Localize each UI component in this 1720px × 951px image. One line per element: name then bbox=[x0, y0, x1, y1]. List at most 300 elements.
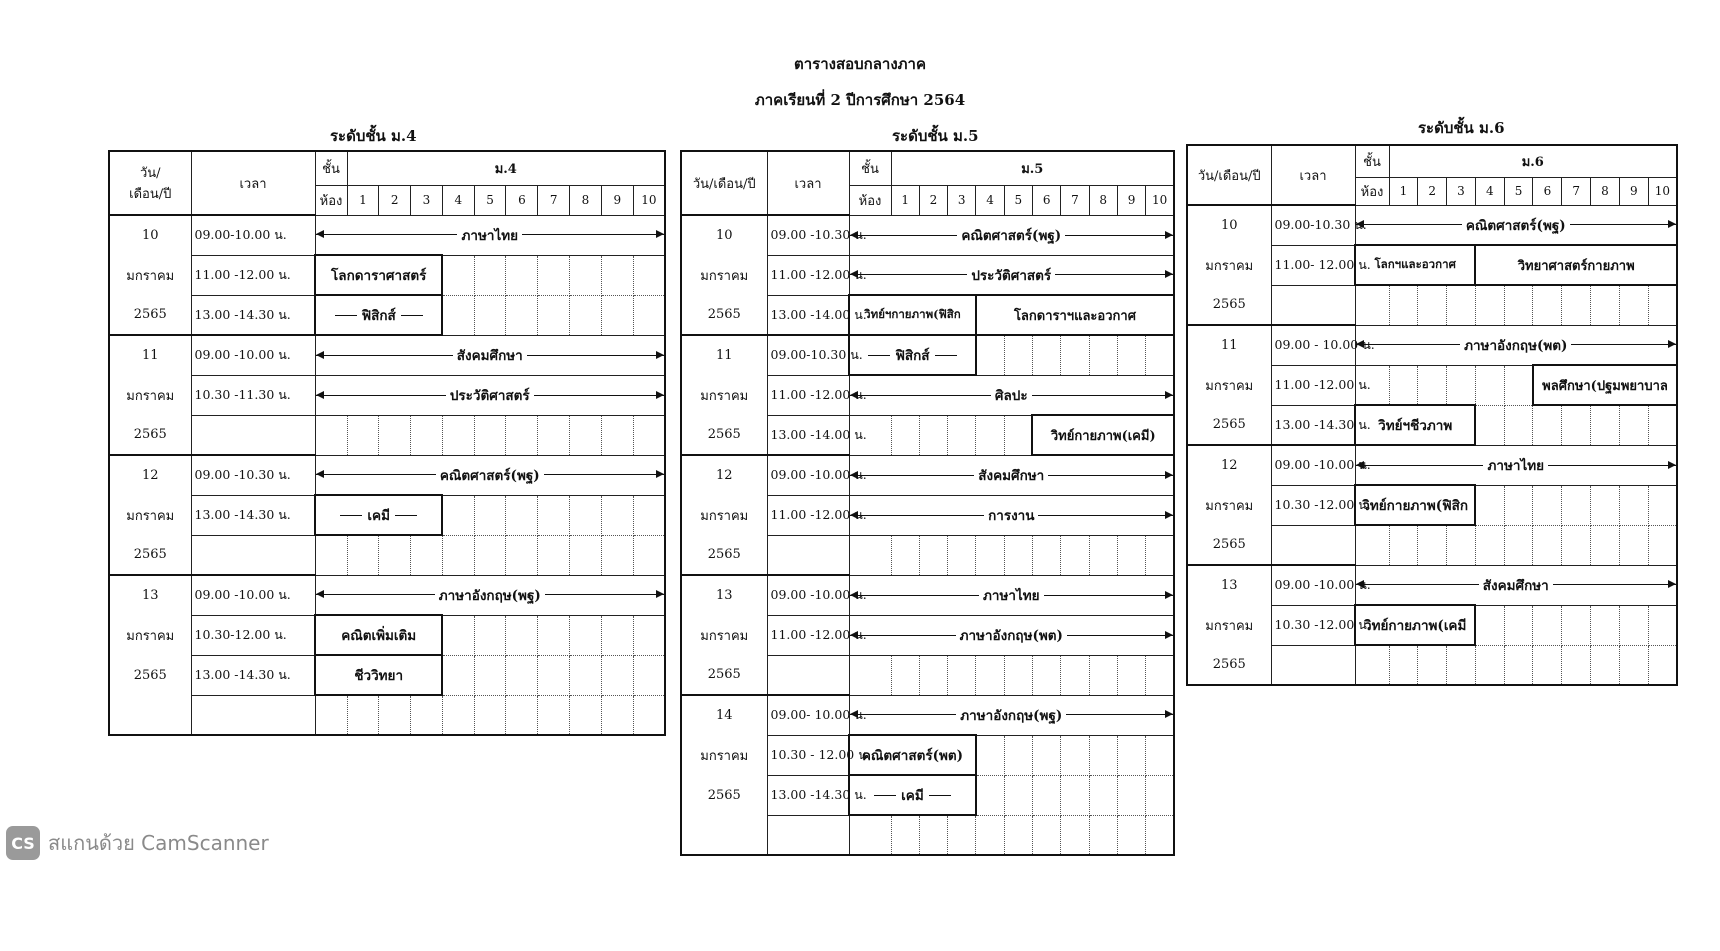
date-year: 2565 bbox=[133, 547, 167, 562]
date-cell bbox=[1187, 485, 1271, 525]
room-cell bbox=[538, 295, 570, 335]
exam-time: 09.00-10.30 น. bbox=[1271, 205, 1355, 245]
exam-time bbox=[191, 695, 315, 735]
date-cell bbox=[1187, 645, 1271, 685]
date-cell bbox=[1187, 285, 1271, 325]
time-header: เวลา bbox=[191, 151, 315, 215]
arrow-right-icon bbox=[1570, 224, 1676, 225]
subject-label: เคมี bbox=[901, 788, 924, 804]
exam-row bbox=[109, 575, 665, 615]
date-cell bbox=[681, 695, 767, 735]
exam-row bbox=[681, 815, 1174, 855]
exam-time: 09.00 -10.00 น. bbox=[767, 455, 849, 495]
room-number: 1 bbox=[347, 185, 379, 215]
room-cell bbox=[570, 415, 602, 455]
room-cell bbox=[1117, 735, 1145, 775]
exam-time: 13.00 -14.30 น. bbox=[191, 295, 315, 335]
camscanner-watermark bbox=[6, 826, 269, 860]
room-cell bbox=[1533, 485, 1562, 525]
room-cell bbox=[411, 695, 443, 735]
room-cell bbox=[1475, 365, 1504, 405]
room-cell bbox=[633, 655, 665, 695]
subject-cell bbox=[315, 215, 665, 255]
subject-cell bbox=[315, 375, 665, 415]
exam-row bbox=[681, 495, 1174, 535]
room-cell bbox=[601, 495, 633, 535]
subject-label: คณิตศาสตร์(พฐ) bbox=[1465, 217, 1566, 234]
date-day: 12 bbox=[715, 468, 733, 483]
date-cell bbox=[109, 615, 191, 655]
subject-cell bbox=[849, 455, 1174, 495]
date-month: มกราคม bbox=[700, 628, 749, 644]
exam-time: 13.00 -14.00 น. bbox=[767, 295, 849, 335]
subject-label: ภาษาไทย bbox=[1487, 458, 1545, 474]
date-cell bbox=[681, 375, 767, 415]
exam-time: 11.00 -12.00 น. bbox=[767, 255, 849, 295]
subject-arrow bbox=[850, 704, 1174, 726]
arrow-right-icon bbox=[1067, 635, 1173, 636]
arrow-left-icon bbox=[850, 274, 968, 275]
room-cell bbox=[976, 735, 1004, 775]
room-cell bbox=[1591, 605, 1620, 645]
date-cell bbox=[109, 655, 191, 695]
room-number: 5 bbox=[474, 185, 506, 215]
subject-label: สังคมศึกษา bbox=[978, 468, 1045, 485]
room-number: 8 bbox=[1591, 177, 1620, 205]
arrow-left-icon bbox=[316, 234, 458, 235]
date-day: 13 bbox=[141, 588, 159, 603]
room-cell bbox=[976, 815, 1004, 855]
room-cell bbox=[570, 655, 602, 695]
room-cell bbox=[1562, 485, 1591, 525]
room-cell bbox=[1089, 655, 1117, 695]
subject-cell bbox=[849, 495, 1174, 535]
subject-label: คณิตศาสตร์(พต) bbox=[861, 748, 964, 764]
date-cell bbox=[109, 495, 191, 535]
room-cell bbox=[1089, 735, 1117, 775]
room-cell bbox=[1619, 605, 1648, 645]
exam-row bbox=[681, 295, 1174, 335]
subject-arrow bbox=[316, 224, 665, 246]
exam-time: 11.00 -12.00 น. bbox=[1271, 365, 1355, 405]
date-cell bbox=[1187, 445, 1271, 485]
date-month: มกราคม bbox=[1205, 618, 1254, 634]
room-cell bbox=[1619, 485, 1648, 525]
room-cell bbox=[1032, 335, 1060, 375]
room-cell bbox=[570, 695, 602, 735]
exam-row bbox=[1187, 445, 1677, 485]
room-cell bbox=[411, 415, 443, 455]
room-cell bbox=[1146, 735, 1174, 775]
subject-label: สังคมศึกษา bbox=[456, 348, 523, 365]
subject-arrow bbox=[316, 584, 665, 606]
subject-cell bbox=[849, 215, 1174, 255]
date-header-line2: เดือน/ปี bbox=[129, 187, 172, 202]
room-cell bbox=[891, 815, 919, 855]
subject-arrow bbox=[850, 464, 1174, 486]
arrow-left-icon bbox=[850, 235, 958, 236]
room-cell bbox=[891, 655, 919, 695]
level-m4-label: ระดับชั้น ม.4 bbox=[330, 127, 417, 145]
room-cell bbox=[633, 615, 665, 655]
room-cell bbox=[474, 295, 506, 335]
room-cell bbox=[506, 255, 538, 295]
level-m6-label: ระดับชั้น ม.6 bbox=[1418, 119, 1505, 137]
date-day: 13 bbox=[1220, 578, 1238, 593]
subject-label: ภาษาอังกฤษ(พฐ) bbox=[960, 707, 1063, 724]
room-cell bbox=[1117, 655, 1145, 695]
date-cell bbox=[681, 655, 767, 695]
subject-cell bbox=[849, 575, 1174, 615]
date-day: 12 bbox=[1220, 458, 1238, 473]
room-cell bbox=[1355, 645, 1389, 685]
exam-time: 10.30 -11.30 น. bbox=[191, 375, 315, 415]
date-cell bbox=[681, 735, 767, 775]
date-cell bbox=[109, 215, 191, 255]
subject-label: ชีววิทยา bbox=[354, 668, 404, 684]
room-cell bbox=[1619, 645, 1648, 685]
room-cell bbox=[442, 615, 474, 655]
room-cell bbox=[1475, 525, 1504, 565]
grade-level-header: ม.6 bbox=[1389, 145, 1677, 177]
arrow-left-icon bbox=[850, 515, 985, 516]
exam-time: 09.00 -10.00 น. bbox=[191, 575, 315, 615]
subject-cell bbox=[849, 375, 1174, 415]
arrow-right-icon bbox=[1571, 344, 1676, 345]
room-cell bbox=[976, 775, 1004, 815]
room-number: 1 bbox=[891, 185, 919, 215]
subject-cell bbox=[315, 455, 665, 495]
room-cell bbox=[1004, 335, 1032, 375]
arrow-right-icon bbox=[527, 355, 664, 356]
dash-line bbox=[874, 795, 896, 796]
room-header: ห้อง bbox=[315, 185, 347, 215]
room-number: 2 bbox=[379, 185, 411, 215]
arrow-right-icon bbox=[1066, 714, 1173, 715]
room-cell bbox=[1562, 645, 1591, 685]
grade-header: ชั้น bbox=[849, 151, 891, 185]
room-number: 9 bbox=[1117, 185, 1145, 215]
room-number: 9 bbox=[1619, 177, 1648, 205]
room-cell bbox=[474, 655, 506, 695]
room-cell bbox=[1355, 285, 1389, 325]
dash-line bbox=[340, 515, 362, 516]
room-cell bbox=[1089, 775, 1117, 815]
time-header: เวลา bbox=[1271, 145, 1355, 205]
subject-cell bbox=[1355, 605, 1475, 645]
room-cell bbox=[1504, 285, 1533, 325]
subject-label: การงาน bbox=[988, 508, 1035, 524]
exam-time: 09.00 -10.00 น. bbox=[767, 575, 849, 615]
room-cell bbox=[1504, 485, 1533, 525]
room-cell bbox=[633, 495, 665, 535]
dash-line bbox=[395, 515, 417, 516]
room-cell bbox=[1504, 525, 1533, 565]
room-cell bbox=[1117, 535, 1145, 575]
room-cell bbox=[1591, 485, 1620, 525]
room-cell bbox=[1032, 775, 1060, 815]
date-cell bbox=[1187, 245, 1271, 285]
room-cell bbox=[633, 695, 665, 735]
date-month: มกราคม bbox=[700, 388, 749, 404]
subject-arrow bbox=[1356, 574, 1677, 596]
subject-arrow bbox=[1356, 334, 1677, 356]
exam-time: 13.00 -14.30 น. bbox=[1271, 405, 1355, 445]
date-cell bbox=[1187, 205, 1271, 245]
exam-time bbox=[191, 535, 315, 575]
room-cell bbox=[1648, 525, 1677, 565]
room-cell bbox=[347, 695, 379, 735]
room-number: 3 bbox=[948, 185, 976, 215]
date-year: 2565 bbox=[1212, 537, 1246, 552]
room-cell bbox=[442, 255, 474, 295]
room-cell bbox=[379, 695, 411, 735]
room-cell bbox=[849, 815, 891, 855]
exam-row bbox=[681, 335, 1174, 375]
subject-label: วิทย์กายภาพ(เคมี bbox=[1364, 618, 1467, 634]
room-number: 7 bbox=[1061, 185, 1089, 215]
arrow-right-icon bbox=[544, 474, 664, 475]
room-number: 2 bbox=[919, 185, 947, 215]
subject-cell bbox=[849, 335, 976, 375]
room-cell bbox=[1591, 645, 1620, 685]
room-cell bbox=[506, 655, 538, 695]
exam-time: 13.00 -14.30 น. bbox=[191, 655, 315, 695]
room-cell bbox=[570, 495, 602, 535]
subject-cell bbox=[1355, 445, 1677, 485]
exam-time: 09.00 -10.00 น. bbox=[191, 335, 315, 375]
subject-label: ภาษาอังกฤษ(พต) bbox=[959, 628, 1063, 644]
subject-cell bbox=[849, 295, 976, 335]
date-day: 11 bbox=[141, 348, 159, 363]
room-cell bbox=[1562, 405, 1591, 445]
room-cell bbox=[1089, 335, 1117, 375]
room-cell bbox=[570, 615, 602, 655]
subject-arrow bbox=[850, 584, 1174, 606]
arrow-left-icon bbox=[850, 595, 979, 596]
exam-row bbox=[109, 695, 665, 735]
exam-time bbox=[191, 415, 315, 455]
arrow-left-icon bbox=[1356, 224, 1462, 225]
subject-cell bbox=[315, 495, 442, 535]
room-cell bbox=[1418, 285, 1447, 325]
arrow-left-icon bbox=[316, 355, 453, 356]
subject-cell bbox=[1032, 415, 1174, 455]
arrow-left-icon bbox=[316, 594, 435, 595]
room-cell bbox=[1504, 365, 1533, 405]
date-day: 11 bbox=[1220, 338, 1238, 353]
date-cell bbox=[681, 535, 767, 575]
room-cell bbox=[474, 255, 506, 295]
room-cell bbox=[1146, 815, 1174, 855]
exam-time: 10.30 -12.00 น. bbox=[1271, 485, 1355, 525]
room-cell bbox=[538, 255, 570, 295]
room-cell bbox=[976, 535, 1004, 575]
room-cell bbox=[538, 415, 570, 455]
date-cell bbox=[681, 575, 767, 615]
room-cell bbox=[506, 535, 538, 575]
date-month: มกราคม bbox=[1205, 498, 1254, 514]
room-cell bbox=[1591, 405, 1620, 445]
date-month: มกราคม bbox=[126, 628, 175, 644]
subject-cell bbox=[1355, 405, 1475, 445]
exam-row bbox=[1187, 485, 1677, 525]
schedule-table-m5 bbox=[680, 150, 1175, 856]
room-cell bbox=[1004, 415, 1032, 455]
exam-time: 09.00-10.00 น. bbox=[191, 215, 315, 255]
room-cell bbox=[442, 655, 474, 695]
room-cell bbox=[315, 535, 347, 575]
date-cell bbox=[681, 455, 767, 495]
exam-row bbox=[681, 695, 1174, 735]
room-header: ห้อง bbox=[849, 185, 891, 215]
dash-line bbox=[929, 795, 951, 796]
room-cell bbox=[1447, 525, 1476, 565]
exam-row bbox=[681, 215, 1174, 255]
date-year: 2565 bbox=[707, 547, 741, 562]
room-cell bbox=[1389, 365, 1418, 405]
room-cell bbox=[1418, 525, 1447, 565]
subject-label: ภาษาอังกฤษ(พต) bbox=[1464, 337, 1568, 354]
room-cell bbox=[1619, 285, 1648, 325]
date-month: มกราคม bbox=[126, 388, 175, 404]
room-cell bbox=[1648, 405, 1677, 445]
subject-cell bbox=[849, 775, 976, 815]
room-cell bbox=[1619, 405, 1648, 445]
room-cell bbox=[1475, 405, 1504, 445]
room-cell bbox=[570, 535, 602, 575]
arrow-right-icon bbox=[1553, 584, 1676, 585]
subject-label: สังคมศึกษา bbox=[1482, 577, 1549, 594]
exam-row bbox=[681, 775, 1174, 815]
grade-header: ชั้น bbox=[1355, 145, 1389, 177]
date-month: มกราคม bbox=[700, 508, 749, 524]
date-day: 10 bbox=[715, 228, 733, 243]
room-cell bbox=[506, 295, 538, 335]
room-cell bbox=[442, 495, 474, 535]
date-day: 10 bbox=[141, 228, 159, 243]
exam-time: 13.00 -14.30 น. bbox=[191, 495, 315, 535]
room-cell bbox=[538, 615, 570, 655]
schedule-table-m6 bbox=[1186, 144, 1678, 686]
arrow-right-icon bbox=[1044, 595, 1173, 596]
room-cell bbox=[1004, 815, 1032, 855]
exam-time: 09.00 - 10.00 น. bbox=[1271, 325, 1355, 365]
subject-cell bbox=[849, 735, 976, 775]
room-cell bbox=[442, 295, 474, 335]
date-cell bbox=[681, 495, 767, 535]
date-year: 2565 bbox=[1212, 417, 1246, 432]
subject-arrow bbox=[316, 384, 665, 406]
room-cell bbox=[347, 535, 379, 575]
exam-time: 09.00 -10.00 น. bbox=[1271, 445, 1355, 485]
date-header-text: วัน/เดือน/ปี bbox=[1197, 168, 1261, 184]
room-cell bbox=[1591, 525, 1620, 565]
date-month: มกราคม bbox=[126, 268, 175, 284]
date-day: 10 bbox=[1220, 218, 1238, 233]
room-cell bbox=[1504, 405, 1533, 445]
date-cell bbox=[109, 575, 191, 615]
room-number: 4 bbox=[1475, 177, 1504, 205]
room-cell bbox=[1533, 285, 1562, 325]
date-year: 2565 bbox=[707, 307, 741, 322]
room-number: 6 bbox=[1533, 177, 1562, 205]
room-cell bbox=[1032, 655, 1060, 695]
room-cell bbox=[1061, 655, 1089, 695]
date-cell bbox=[681, 215, 767, 255]
subject-dash bbox=[850, 344, 975, 366]
arrow-right-icon bbox=[1055, 274, 1173, 275]
room-cell bbox=[1504, 605, 1533, 645]
date-day: 11 bbox=[715, 348, 733, 363]
grade-level-header: ม.5 bbox=[891, 151, 1174, 185]
room-cell bbox=[1533, 525, 1562, 565]
exam-time: 13.00 -14.30 น. bbox=[767, 775, 849, 815]
exam-row bbox=[109, 255, 665, 295]
date-cell bbox=[1187, 325, 1271, 365]
time-header: เวลา bbox=[767, 151, 849, 215]
arrow-left-icon bbox=[850, 635, 956, 636]
arrow-left-icon bbox=[316, 474, 436, 475]
date-cell bbox=[1187, 405, 1271, 445]
date-year: 2565 bbox=[707, 667, 741, 682]
room-cell bbox=[919, 655, 947, 695]
room-cell bbox=[1061, 775, 1089, 815]
room-cell bbox=[1504, 645, 1533, 685]
room-number: 8 bbox=[570, 185, 602, 215]
exam-time: 10.30 -12.00 น. bbox=[1271, 605, 1355, 645]
exam-row bbox=[681, 535, 1174, 575]
date-header-line1: วัน/ bbox=[139, 166, 161, 181]
exam-row bbox=[681, 455, 1174, 495]
subject-label: วิทยาศาสตร์กายภาพ bbox=[1517, 258, 1635, 274]
subject-cell bbox=[1355, 325, 1677, 365]
room-cell bbox=[538, 655, 570, 695]
date-month: มกราคม bbox=[1205, 378, 1254, 394]
exam-row bbox=[1187, 325, 1677, 365]
dash-line bbox=[935, 355, 957, 356]
room-number: 5 bbox=[1504, 177, 1533, 205]
subject-cell bbox=[315, 335, 665, 375]
date-cell bbox=[1187, 525, 1271, 565]
date-header bbox=[1187, 145, 1271, 205]
subject-label: โลกฯและอวกาศ bbox=[1374, 257, 1456, 271]
subject-cell bbox=[315, 615, 442, 655]
exam-row bbox=[681, 735, 1174, 775]
room-cell bbox=[1117, 775, 1145, 815]
room-cell bbox=[1146, 335, 1174, 375]
date-cell bbox=[109, 415, 191, 455]
room-cell bbox=[1447, 365, 1476, 405]
room-cell bbox=[315, 695, 347, 735]
room-cell bbox=[1562, 285, 1591, 325]
room-number: 1 bbox=[1389, 177, 1418, 205]
exam-time: 10.30-12.00 น. bbox=[191, 615, 315, 655]
room-number: 3 bbox=[411, 185, 443, 215]
date-day: 12 bbox=[141, 468, 159, 483]
room-number: 10 bbox=[1648, 177, 1677, 205]
room-cell bbox=[1355, 525, 1389, 565]
camscanner-logo-icon: CS bbox=[6, 826, 40, 860]
subject-dash bbox=[316, 304, 441, 326]
room-cell bbox=[1619, 525, 1648, 565]
room-cell bbox=[538, 495, 570, 535]
exam-row bbox=[1187, 365, 1677, 405]
room-cell bbox=[976, 415, 1004, 455]
subject-label: ประวัติศาสตร์ bbox=[971, 267, 1052, 284]
subject-label: เคมี bbox=[367, 508, 390, 524]
room-cell bbox=[1648, 485, 1677, 525]
